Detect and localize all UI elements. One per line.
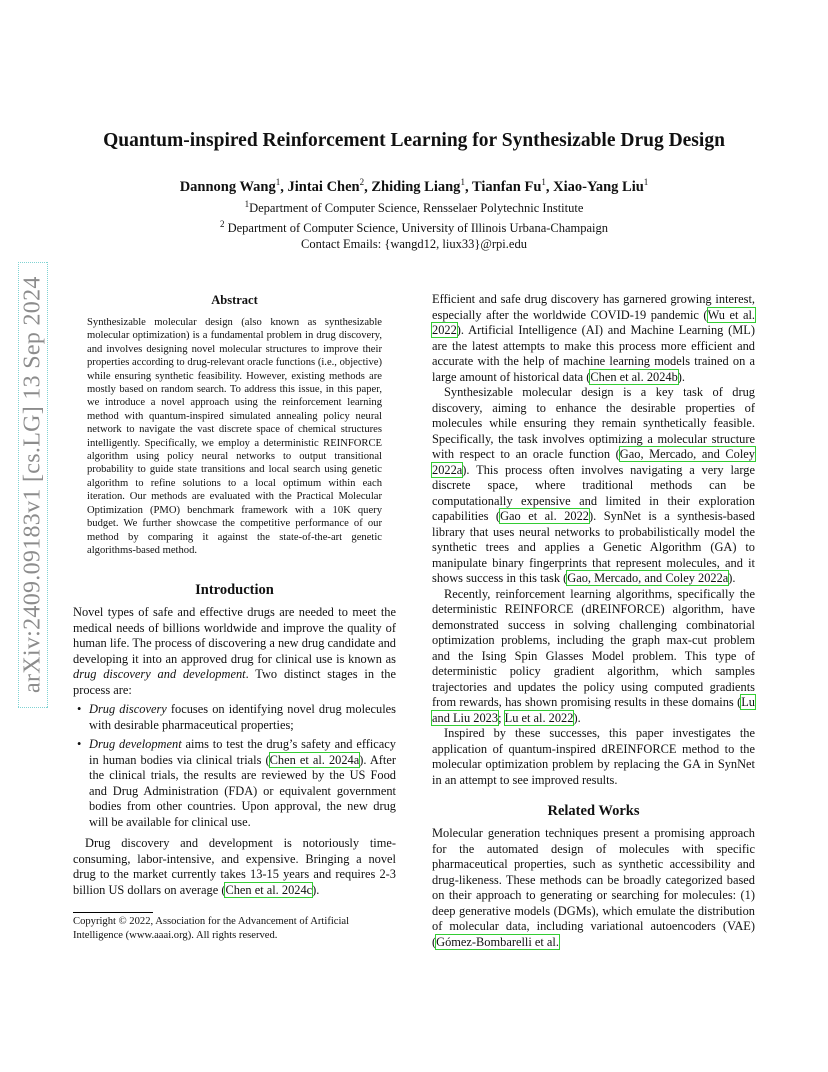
citation-link[interactable]: Gómez-Bombarelli et al.: [436, 934, 559, 949]
arxiv-identifier[interactable]: arXiv:2409.09183v1 [cs.LG] 13 Sep 2024: [18, 262, 48, 708]
affiliation-line: $^1$Department of Computer Science, Rensselaer Polytechnic Institute: [244, 199, 584, 216]
abstract-text: Synthesizable molecular design (also known as synthesizable molecular optimization) is a fundamental problem in drug discovery, and involves designing novel molecular structures to improve their properties according to drug-relevant oracle functions (i.e., objective) while ensuring synthetic feasibility. However, existing methods are mostly based on random search. To address this issue, in this paper, we introduce a novel approach using the reinforcement learning method with quantum-inspired simulated annealing policy neural network to navigate the vast discrete space of chemical structures intelligently. Specifically, we employ a deterministic REINFORCE algorithm using policy neural networks to output transitional probability to guide state transitions and local search using genetic algorithm to refine solutions to a local optimum within each iteration. Our methods are evaluated with the Practical Molecular Optimization (PMO) benchmark framework with a 10K query budget. We further showcase the competitive performance of our method by comparing it against the state-of-the-art genetic algorithms-based method.: [87, 317, 382, 556]
author-name: Xiao-Yang Liu: [553, 178, 644, 195]
citation-link[interactable]: Lu and Liu 2023: [432, 695, 755, 725]
affiliation-mark: 2: [359, 177, 365, 187]
intro-paragraph: Novel types of safe and effective drugs are needed to meet the medical needs of billions worldwide and improve the quality of human life. The process of discovering a new drug candidate and developing it into an approved drug for clinical use is known as drug discovery and development. Two distinct stages in the process are:: [73, 605, 396, 697]
paper-title: Quantum-inspired Reinforcement Learning for Synthesizable Drug Design: [103, 130, 725, 151]
author-name: Tianfan Fu: [471, 178, 542, 195]
left-column: [73, 292, 396, 942]
citation-link[interactable]: Gao, Mercado, and Coley 2022a: [567, 571, 729, 585]
bullet-icon: •: [77, 702, 82, 717]
abstract-heading: Abstract: [211, 293, 258, 307]
affiliation-line: $^2$ Department of Computer Science, University of Illinois Urbana-Champaign: [219, 219, 609, 236]
citation-link[interactable]: Lu et al. 2022: [504, 710, 574, 725]
author-list: Dannong Wang$^1$, Jintai Chen$^2$, Zhiding Liang$^1$, Tianfan Fu$^1$, Xiao-Yang Liu$^1$: [179, 177, 649, 195]
body-paragraph: Inspired by these successes, this paper investigates the application of quantum-inspired dREINFORCE method to the molecular optimization problem by replacing the GA in SynNet in an attempt to see improved results.: [432, 726, 755, 787]
author-name: Jintai Chen: [287, 178, 360, 195]
citation-link[interactable]: Wu et al. 2022: [432, 307, 755, 337]
citation-link[interactable]: Chen et al. 2024c: [225, 882, 313, 897]
copyright-notice: Copyright © 2022, Association for the Advancement of Artificial Intelligence (www.aaai.org). All rights reserved.: [73, 916, 350, 941]
body-paragraph: Synthesizable molecular design is a key task of drug discovery, aiming to enhance the desirable properties of molecules while ensuring they remain synthetically feasible. Specifically, the task involves optimizing a molecular structure with respect to an oracle function (Gao, Mercado, and Coley 2022a). This process often involves navigating a very large discrete space, where traditional methods can be computationally expensive and limited in their exploration capabilities (Gao et al. 2022). SynNet is a synthesis-based library that uses neural networks to probabilistically model the synthetic trees and applies a Genetic Algorithm (GA) to manipulate binary fingerprints that represent molecules, and it shows success in this task (Gao, Mercado, and Coley 2022a).: [432, 385, 755, 585]
contact-emails: Contact Emails: {wangd12, liux33}@rpi.edu: [301, 237, 527, 252]
intro-paragraph: Drug discovery and development is notoriously time-consuming, labor-intensive, and expensive. Bringing a novel drug to the market currently takes 13-15 years and requires 2-3 billion US dollars on average (Chen et al. 2024c).: [73, 836, 396, 897]
affiliation-mark: 1: [275, 177, 281, 187]
body-paragraph: Efficient and safe drug discovery has garnered growing interest, especially after the worldwide COVID-19 pandemic (Wu et al. 2022). Artificial Intelligence (AI) and Machine Learning (ML) are the latest attempts to make this process more efficient and accurate with the help of machine learning models trained on a large amount of historical data (Chen et al. 2024b).: [432, 292, 755, 384]
related-works-heading: Related Works: [547, 803, 640, 819]
affiliations: [60, 196, 768, 252]
introduction-heading: Introduction: [195, 582, 274, 599]
bullet-icon: •: [77, 737, 82, 752]
list-item: • Drug development aims to test the drug’s safety and efficacy in human bodies via clinical trials (Chen et al. 2024a). After the clinical trials, the results are reviewed by the US Food and Drug Administration (FDA) or equivalent government bodies from other countries. Upon approval, the new drug will be available for clinical use.: [77, 737, 397, 829]
author-name: Dannong Wang: [179, 178, 276, 195]
author-name: Zhiding Liang: [371, 178, 461, 195]
body-paragraph: Recently, reinforcement learning algorithms, specifically the deterministic REINFORCE (dREINFORCE) algorithm, have demonstrated success in solving challenging combinatorial optimization problems, including the graph max-cut problem and the Ising Spin Glasses Model problem. This type of deterministic policy gradient algorithm, which samples trajectories and updates the policy using computed gradients from rewards, has shown promising results in these domains (Lu and Liu 2023; Lu et al. 2022).: [432, 586, 755, 725]
list-item: • Drug discovery focuses on identifying novel drug molecules with desirable pharmaceutical properties;: [77, 702, 397, 732]
affiliation-mark: 1: [541, 177, 546, 187]
affiliation-mark: 1: [460, 177, 465, 187]
footnote-rule: [73, 912, 153, 913]
citation-link[interactable]: Chen et al. 2024b: [590, 369, 678, 384]
stage-list: [73, 702, 396, 830]
affiliation-mark: 1: [643, 177, 649, 187]
citation-link[interactable]: Gao et al. 2022: [500, 509, 590, 523]
citation-link[interactable]: Gao, Mercado, and Coley 2022a: [432, 447, 755, 477]
right-column: [432, 292, 755, 950]
citation-link[interactable]: Chen et al. 2024a: [269, 752, 360, 767]
body-paragraph: Molecular generation techniques present a promising approach for the automated design of molecules with specific pharmaceutical properties, such as synthetic accessibility and drug-likeness. These methods can be broadly categorized based on their approach to generating or searching for molecules: (1) deep generative models (DGMs), which emulate the distribution of molecular data, including variational autoencoders (VAE) (Gómez-Bombarelli et al.: [432, 826, 755, 949]
